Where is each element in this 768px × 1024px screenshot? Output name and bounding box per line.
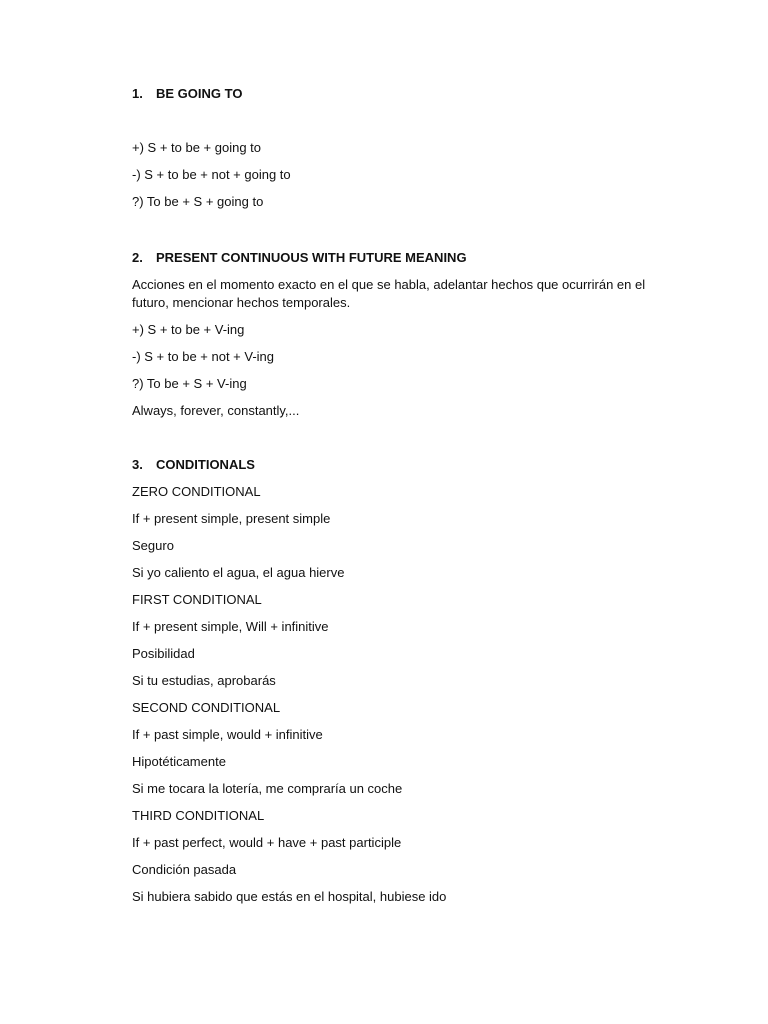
section-number: 3. (132, 457, 143, 472)
section-title: BE GOING TO (156, 86, 243, 101)
negative-formula: -) S + to be + not + V-ing (132, 349, 275, 364)
first-conditional-formula: If + present simple, Will + infinitive (132, 619, 329, 634)
first-conditional-title: FIRST CONDITIONAL (132, 592, 262, 607)
section-be-going-to (132, 86, 672, 211)
second-conditional-example: Si me tocara la lotería, me compraría un coche (132, 781, 403, 796)
zero-conditional-title: ZERO CONDITIONAL (132, 484, 261, 499)
question-formula: ?) To be + S + V-ing (132, 376, 247, 391)
description-paragraph: Acciones en el momento exacto en el que se habla, adelantar hechos que ocurrirán en el futuro, mencionar hechos temporales. (132, 277, 646, 310)
zero-conditional-example: Si yo caliento el agua, el agua hierve (132, 565, 345, 580)
section-title: PRESENT CONTINUOUS WITH FUTURE MEANING (156, 250, 467, 265)
section-heading (132, 86, 672, 102)
third-conditional-formula: If + past perfect, would + have + past participle (132, 835, 402, 850)
third-conditional-meaning: Condición pasada (132, 862, 237, 877)
third-conditional-title: THIRD CONDITIONAL (132, 808, 265, 823)
affirmative-formula: +) S + to be + going to (132, 140, 262, 155)
second-conditional-formula: If + past simple, would + infinitive (132, 727, 323, 742)
section-number: 1. (132, 86, 143, 101)
section-heading (132, 250, 672, 266)
second-conditional-title: SECOND CONDITIONAL (132, 700, 281, 715)
document-body (132, 86, 672, 915)
adverbs-line: Always, forever, constantly,... (132, 403, 300, 418)
zero-conditional-formula: If + present simple, present simple (132, 511, 331, 526)
third-conditional-example: Si hubiera sabido que estás en el hospital, hubiese ido (132, 889, 447, 904)
section-conditionals (132, 457, 672, 906)
section-title: CONDITIONALS (156, 457, 255, 472)
section-number: 2. (132, 250, 143, 265)
affirmative-formula: +) S + to be + V-ing (132, 322, 245, 337)
section-present-continuous (132, 250, 672, 420)
first-conditional-example: Si tu estudias, aprobarás (132, 673, 276, 688)
first-conditional-meaning: Posibilidad (132, 646, 195, 661)
section-heading (132, 457, 672, 473)
second-conditional-meaning: Hipotéticamente (132, 754, 226, 769)
zero-conditional-meaning: Seguro (132, 538, 174, 553)
question-formula: ?) To be + S + going to (132, 194, 264, 209)
negative-formula: -) S + to be + not + going to (132, 167, 291, 182)
